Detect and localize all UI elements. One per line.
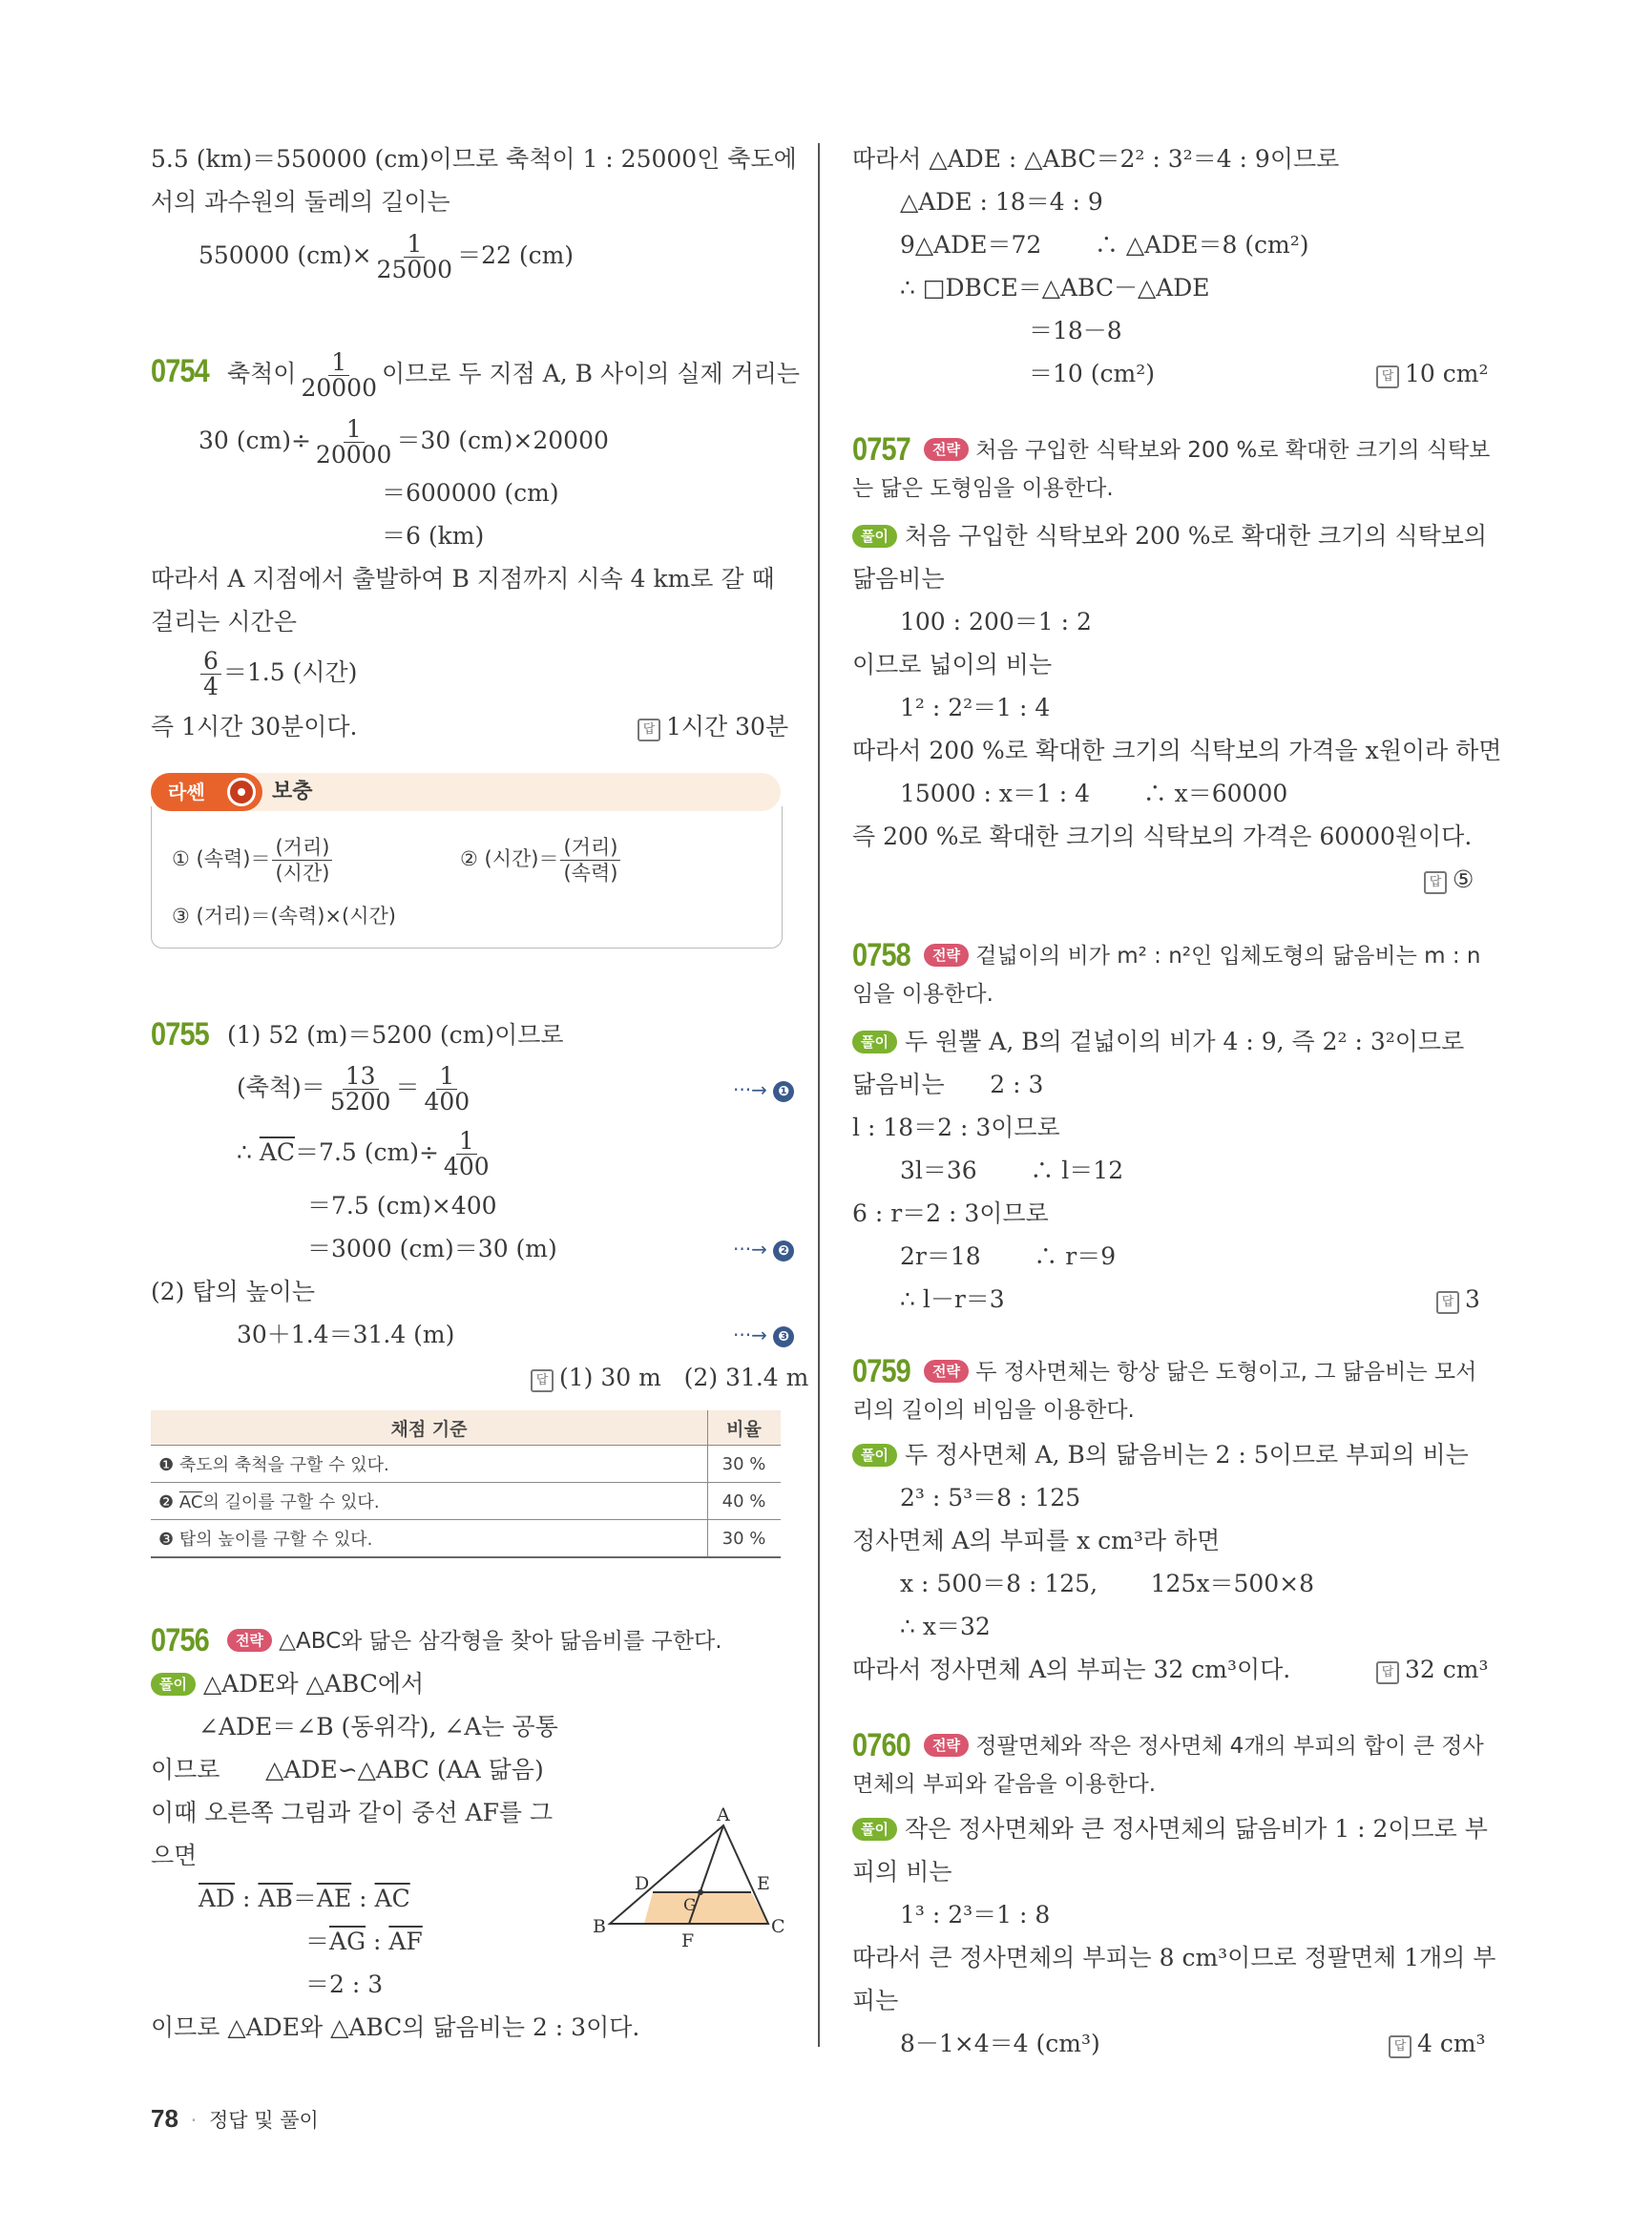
- text-line: 이므로 넓이의 비는: [852, 651, 1053, 678]
- solution-line: 풀이 작은 정사면체와 큰 정사면체의 닮음비가 1 : 2이므로 부: [852, 1813, 1488, 1845]
- problem-number-0760: 0760: [852, 1727, 910, 1763]
- text-line: 피는: [852, 1987, 899, 2014]
- answer-icon: 답: [1376, 1661, 1399, 1684]
- answer-0758: 답 3: [1436, 1283, 1480, 1316]
- table-row: ❸ 탑의 높이를 구할 수 있다. 30 %: [151, 1520, 781, 1558]
- formula-line: 1² : 2²＝1 : 4: [900, 694, 1051, 721]
- strategy-line: 전략 정팔면체와 작은 정사면체 4개의 부피의 합이 큰 정사: [924, 1730, 1484, 1762]
- solution-tag: 풀이: [852, 525, 897, 548]
- strategy-line: 리의 길이의 비임을 이용한다.: [852, 1398, 1135, 1423]
- formula-line: △ADE : 18＝4 : 9: [900, 188, 1103, 216]
- formula-line: 15000 : x＝1 : 4 ∴ x＝60000: [900, 780, 1288, 807]
- formula-line: ＝18－8: [1029, 317, 1122, 344]
- text-line: 닮음비는 2 : 3: [852, 1071, 1044, 1098]
- answer-icon: 답: [1389, 2035, 1412, 2058]
- text-line: 으면: [151, 1842, 198, 1869]
- solution-tag: 풀이: [852, 1444, 897, 1467]
- grading-header-criteria: 채점 기준: [151, 1410, 708, 1446]
- solution-line: 풀이 두 정사면체 A, B의 닮음비는 2 : 5이므로 부피의 비는: [852, 1439, 1469, 1471]
- strategy-tag: 전략: [924, 438, 969, 461]
- formula-line: ＝6 (km): [382, 522, 485, 550]
- formula-line: ＝7.5 (cm)×400: [307, 1192, 497, 1220]
- answer-0759: 답 32 cm³: [1376, 1654, 1489, 1686]
- answer-icon: 답: [1424, 871, 1447, 894]
- text-line: l : 18＝2 : 3이므로: [852, 1114, 1060, 1141]
- answer-0755: 답 (1) 30 m (2) 31.4 m: [531, 1362, 808, 1394]
- text-line: 이므로 △ADE∽△ABC (AA 닮음): [151, 1756, 544, 1783]
- problem-number-0757: 0757: [852, 431, 910, 468]
- page-number: 78: [151, 2104, 178, 2133]
- formula-line: 2³ : 5³＝8 : 125: [900, 1484, 1081, 1512]
- formula-line: ＝10 (cm²): [1029, 360, 1155, 387]
- answer-icon: 답: [1436, 1291, 1459, 1314]
- text-line: 즉 1시간 30분이다.: [151, 713, 358, 740]
- formula-line: $=\overline{AG}$ : $\overline{AF}$: [305, 1928, 423, 1955]
- formula-line: $\frac{6}{4}$ ＝1.5 (시간): [199, 644, 357, 701]
- formula-line: ＝2 : 3: [305, 1970, 384, 1998]
- table-row: ❶ 축도의 축척을 구할 수 있다. 30 %: [151, 1446, 781, 1483]
- text-line: 닮음비는: [852, 565, 945, 593]
- trapezoid-fill: [644, 1892, 768, 1924]
- step-marker-3: ···→ ❸: [733, 1324, 794, 1347]
- formula-line: x : 500＝8 : 125, 125x＝500×8: [900, 1570, 1315, 1597]
- label-d: D: [635, 1873, 650, 1894]
- answer-0756: 답 10 cm²: [1376, 358, 1489, 390]
- tip-formula-2: ② (시간)＝ $\frac{\text{(거리)}}{\text{(속력)}}$: [460, 830, 622, 887]
- grading-table: [151, 1410, 781, 1558]
- tip-formula-3: ③ (거리)＝(속력)×(시간): [172, 905, 396, 928]
- solution-tag: 풀이: [852, 1818, 897, 1841]
- label-c: C: [771, 1916, 785, 1937]
- formula-line: ＝3000 (cm)＝30 (m): [307, 1235, 557, 1262]
- text-line: 6 : r＝2 : 3이므로: [852, 1199, 1049, 1227]
- formula-line: 30 (cm)÷ $\frac{1}{20000}$ ＝30 (cm)×20000: [199, 415, 609, 469]
- label-b: B: [593, 1916, 606, 1937]
- text-line: 걸리는 시간은: [151, 608, 297, 636]
- problem-number-0758: 0758: [852, 937, 910, 973]
- answer-icon: 답: [531, 1369, 554, 1392]
- label-g: G: [683, 1896, 697, 1915]
- page-footer: [151, 2104, 319, 2134]
- formula-line: (축척)＝ $\frac{13}{5200}$ ＝ $\frac{1}{400}$: [237, 1062, 471, 1116]
- footer-title: 정답 및 풀이: [208, 2109, 319, 2132]
- step-marker-1: ···→ ❶: [733, 1078, 794, 1102]
- text-line: 피의 비는: [852, 1858, 952, 1886]
- tip-brand-pill: 라쎈: [151, 773, 262, 811]
- text-line: 따라서 큰 정사면체의 부피는 8 cm³이므로 정팔면체 1개의 부: [852, 1944, 1496, 1971]
- formula-line: 2r＝18 ∴ r＝9: [900, 1242, 1117, 1270]
- formula-line: ＝600000 (cm): [382, 479, 559, 507]
- label-f: F: [681, 1930, 695, 1951]
- formula-line: ∴ x＝32: [900, 1613, 991, 1640]
- text-line: 따라서 △ADE : △ABC＝2² : 3²＝4 : 9이므로: [852, 145, 1340, 173]
- triangle-figure: [587, 1794, 797, 1966]
- strategy-line: 면체의 부피와 같음을 이용한다.: [852, 1772, 1157, 1797]
- formula-line: 8－1×4＝4 (cm³): [900, 2030, 1100, 2057]
- text-line: 정사면체 A의 부피를 x cm³라 하면: [852, 1527, 1221, 1554]
- formula-line: 100 : 200＝1 : 2: [900, 608, 1092, 636]
- text-line: 5.5 (km)＝550000 (cm)이므로 축척이 1 : 25000인 축도에: [151, 145, 797, 173]
- formula-line: 1³ : 2³＝1 : 8: [900, 1901, 1051, 1929]
- answer-0760: 답 4 cm³: [1389, 2028, 1486, 2060]
- answer-icon: 답: [1376, 365, 1399, 388]
- solution-tag: 풀이: [151, 1673, 196, 1696]
- target-icon: [227, 778, 256, 806]
- text-line: 축척이 $\frac{1}{20000}$ 이므로 두 지점 A, B 사이의 실제 거리는: [227, 348, 801, 402]
- text-line: (2) 탑의 높이는: [151, 1278, 316, 1305]
- strategy-line: 전략 처음 구입한 식탁보와 200 %로 확대한 크기의 식탁보: [924, 434, 1490, 467]
- label-e: E: [757, 1873, 770, 1894]
- grading-header-ratio: 비율: [708, 1410, 782, 1446]
- strategy-line: 전략 겉넓이의 비가 m² : n²인 입체도형의 닮음비는 m : n: [924, 940, 1481, 972]
- answer-0757: 답 ⑤: [1424, 864, 1474, 896]
- strategy-line: 전략 두 정사면체는 항상 닮은 도형이고, 그 닮음비는 모서: [924, 1356, 1476, 1388]
- formula-line: 550000 (cm)× $\frac{1}{25000}$ ＝22 (cm): [199, 230, 575, 283]
- solution-line: 풀이 처음 구입한 식탁보와 200 %로 확대한 크기의 식탁보의: [852, 520, 1487, 553]
- problem-number-0755: 0755: [151, 1016, 209, 1053]
- answer-icon: 답: [638, 719, 660, 741]
- text-line: 즉 200 %로 확대한 크기의 식탁보의 가격은 60000원이다.: [852, 823, 1473, 850]
- formula-line: 9△ADE＝72 ∴ △ADE＝8 (cm²): [900, 231, 1309, 259]
- text-line: (1) 52 (m)＝5200 (cm)이므로: [227, 1021, 564, 1049]
- text-line: 이므로 △ADE와 △ABC의 닮음비는 2 : 3이다.: [151, 2013, 640, 2041]
- strategy-line: 임을 이용한다.: [852, 982, 993, 1007]
- column-divider: [818, 143, 820, 2047]
- formula-line: 30＋1.4＝31.4 (m): [237, 1321, 455, 1348]
- text-line: 서의 과수원의 둘레의 길이는: [151, 188, 450, 216]
- solution-line: 풀이 △ADE와 △ABC에서: [151, 1668, 424, 1700]
- table-row: ❷ $\overline{AC}$의 길이를 구할 수 있다. 40 %: [151, 1483, 781, 1520]
- strategy-tag: 전략: [924, 944, 969, 967]
- formula-line: ∴ l－r＝3: [900, 1285, 1005, 1313]
- step-marker-2: ···→ ❷: [733, 1238, 794, 1261]
- strategy-tag: 전략: [924, 1360, 969, 1383]
- answer-0754: 답 1시간 30분: [638, 711, 788, 743]
- text-line: 따라서 A 지점에서 출발하여 B 지점까지 시속 4 km로 갈 때: [151, 565, 775, 593]
- strategy-line: 는 닮은 도형임을 이용한다.: [852, 476, 1114, 501]
- footer-separator: ·: [190, 2109, 198, 2132]
- point-g: [698, 1889, 703, 1895]
- strategy-tag: 전략: [227, 1629, 272, 1652]
- text-line: 따라서 200 %로 확대한 크기의 식탁보의 가격을 x원이라 하면: [852, 737, 1502, 764]
- problem-number-0759: 0759: [852, 1353, 910, 1389]
- strategy-line: 전략 △ABC와 닮은 삼각형을 찾아 닮음비를 구한다.: [227, 1625, 722, 1658]
- solution-tag: 풀이: [852, 1031, 897, 1053]
- text-line: 이때 오른쪽 그림과 같이 중선 AF를 그: [151, 1799, 554, 1826]
- problem-number-0754: 0754: [151, 353, 209, 389]
- formula-line: ∴ □DBCE＝△ABC－△ADE: [900, 274, 1210, 302]
- tip-formula-1: ① (속력)＝ $\frac{\text{(거리)}}{\text{(시간)}}$: [172, 830, 334, 887]
- formula-line: $\overline{AD}$ : $\overline{AB}=\overline{AE}$ : $\overline{AC}$: [199, 1885, 410, 1912]
- formula-line: ∴ $\overline{AC}=7.5$ (cm)÷ $\frac{1}{400}$: [237, 1127, 490, 1180]
- strategy-tag: 전략: [924, 1734, 969, 1757]
- label-a: A: [717, 1804, 730, 1825]
- formula-line: 3l＝36 ∴ l＝12: [900, 1157, 1124, 1184]
- text-line: ∠ADE＝∠B (동위각), ∠A는 공통: [199, 1713, 558, 1741]
- tip-title: 보충: [272, 780, 313, 803]
- problem-number-0756: 0756: [151, 1622, 209, 1658]
- text-line: 따라서 정사면체 A의 부피는 32 cm³이다.: [852, 1656, 1291, 1683]
- solution-line: 풀이 두 원뿔 A, B의 겉넓이의 비가 4 : 9, 즉 2² : 3²이므로: [852, 1026, 1464, 1058]
